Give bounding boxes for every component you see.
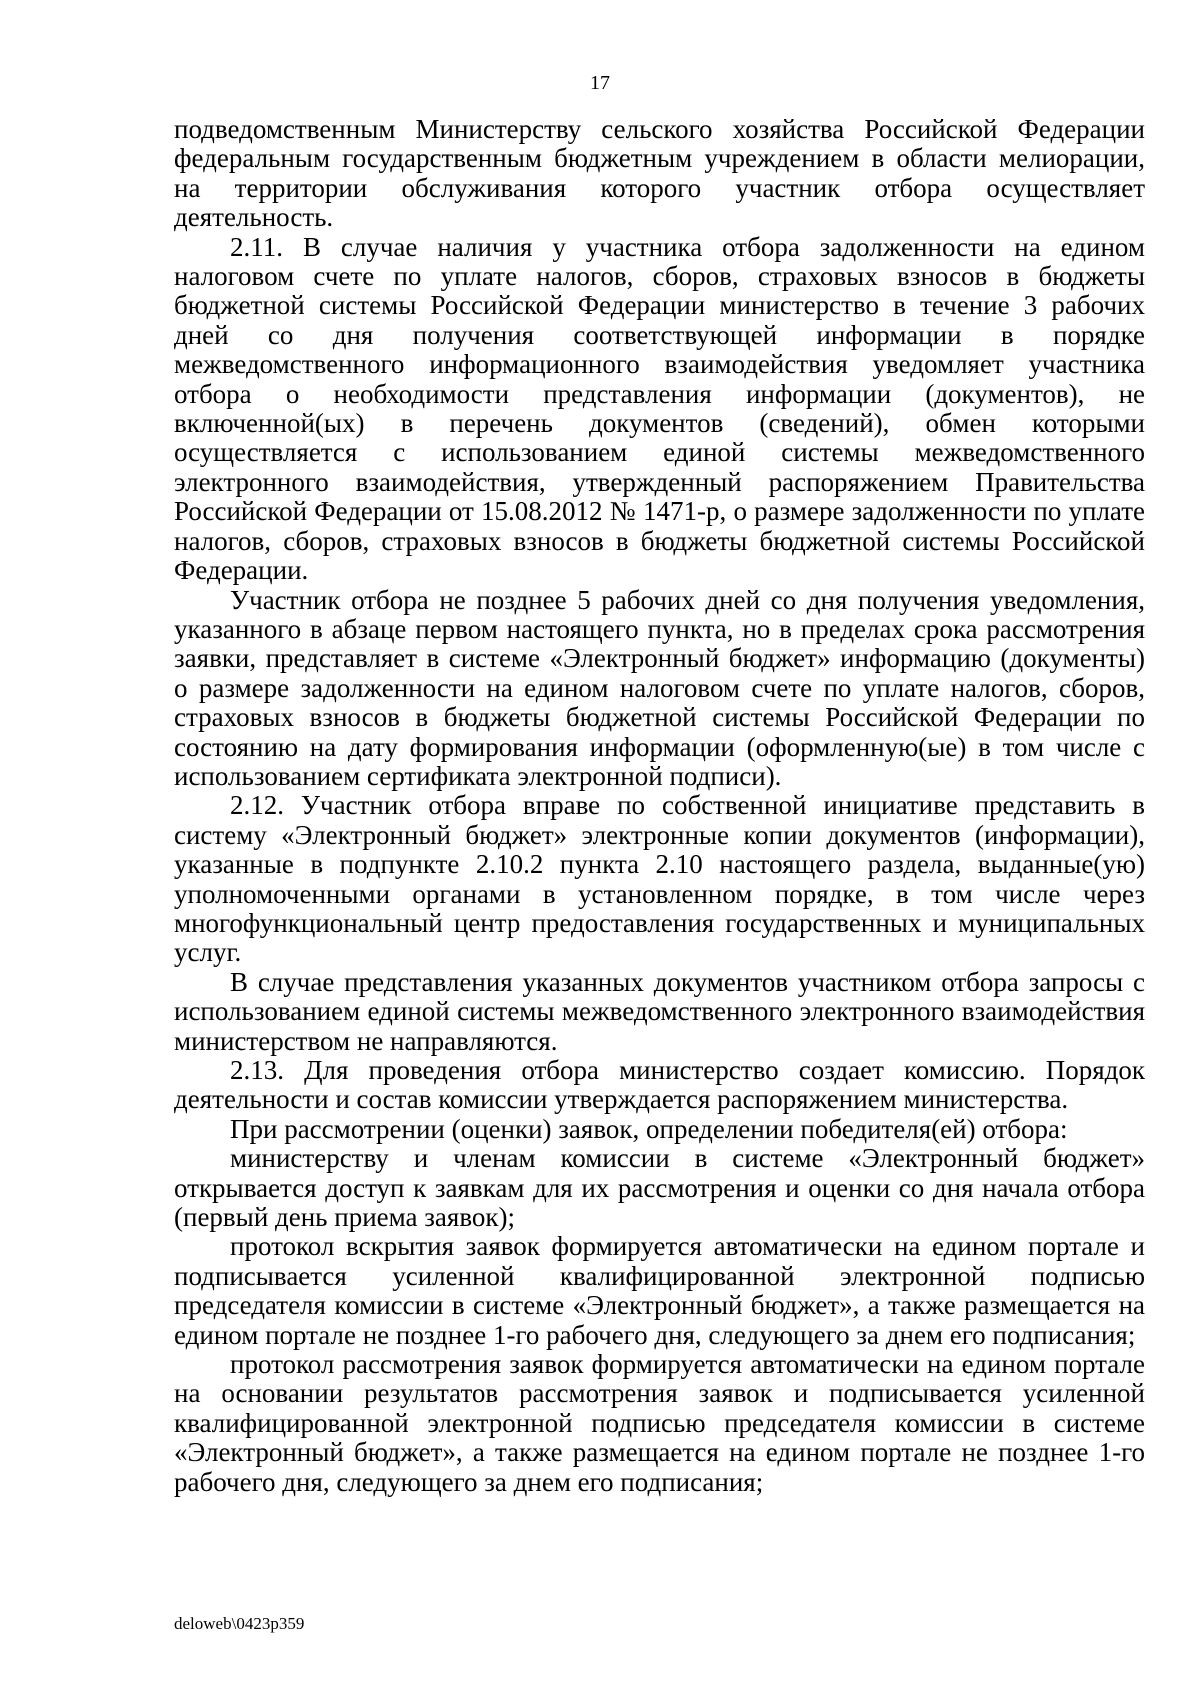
document-footer-code: deloweb\0423p359 bbox=[174, 1614, 305, 1633]
paragraph: При рассмотрении (оценки) заявок, определении победителя(ей) отбора: bbox=[230, 1113, 1068, 1144]
paragraph: министерству и членам комиссии в системе «Электронный бюджет» открывается доступ к заявкам для их рассмотрения и оценки со дня начала отбора (первый день приема заявок); bbox=[174, 1143, 1145, 1233]
page-number: 17 bbox=[590, 72, 610, 94]
paragraph: 2.12. Участник отбора вправе по собственной инициативе представить в систему «Электронный бюджет» электронные копии документов (информации), указанные в подпункте 2.10.2 пункта 2.10 настоящего раздела, выданные(ую) уполномоченными органами в установленном порядке, в том числе через многофункциональный центр предоставления государственных и муниципальных услуг. bbox=[174, 790, 1145, 968]
paragraph: протокол вскрытия заявок формируется автоматически на едином портале и подписывается усиленной квалифицированной электронной подписью председателя комиссии в системе «Электронный бюджет», а также размещается на едином портале не позднее 1-го рабочего дня, следующего за днем его подписания; bbox=[174, 1231, 1145, 1350]
paragraph: В случае представления указанных документов участником отбора запросы с использованием единой системы межведомственного электронного взаимодействия министерством не направляются. bbox=[174, 966, 1145, 1056]
paragraph: Участник отбора не позднее 5 рабочих дней со дня получения уведомления, указанного в абзаце первом настоящего пункта, но в пределах срока рассмотрения заявки, представляет в системе «Электронный бюджет» информацию (документы) о размере задолженности на едином налоговом счете по уплате налогов, сборов, страховых взносов в бюджеты бюджетной системы Российской Федерации по состоянию на дату формирования информации (оформленную(ые) в том числе с использованием сертификата электронной подписи). bbox=[174, 584, 1145, 791]
paragraph: 2.11. В случае наличия у участника отбора задолженности на едином налоговом счете по уплате налогов, сборов, страховых взносов в бюджеты бюджетной системы Российской Федерации министерство в течение 3 рабочих дней со дня получения соответствующей информации в порядке межведомственного информационного взаимодействия уведомляет участника отбора о необходимости представления информации (документов), не включенной(ых) в перечень документов (сведений), обмен которыми осуществляется с использованием единой системы межведомственного электронного взаимодействия, утвержденный распоряжением Правительства Российской Федерации от 15.08.2012 № 1471-р, о размере задолженности по уплате налогов, сборов, страховых взносов в бюджеты бюджетной системы Российской Федерации. bbox=[174, 231, 1145, 586]
paragraph: подведомственным Министерству сельского хозяйства Российской Федерации федеральным государственным бюджетным учреждением в области мелиорации, на территории обслуживания которого участник отбора осуществляет деятельность. bbox=[174, 114, 1145, 233]
paragraph: 2.13. Для проведения отбора министерство создает комиссию. Порядок деятельности и состав комиссии утверждается распоряжением министерства. bbox=[174, 1055, 1145, 1115]
paragraph: протокол рассмотрения заявок формируется автоматически на едином портале на основании результатов рассмотрения заявок и подписывается усиленной квалифицированной электронной подписью председателя комиссии в системе «Электронный бюджет», а также размещается на едином портале не позднее 1-го рабочего дня, следующего за днем его подписания; bbox=[174, 1349, 1145, 1497]
document-body bbox=[174, 115, 1145, 1497]
